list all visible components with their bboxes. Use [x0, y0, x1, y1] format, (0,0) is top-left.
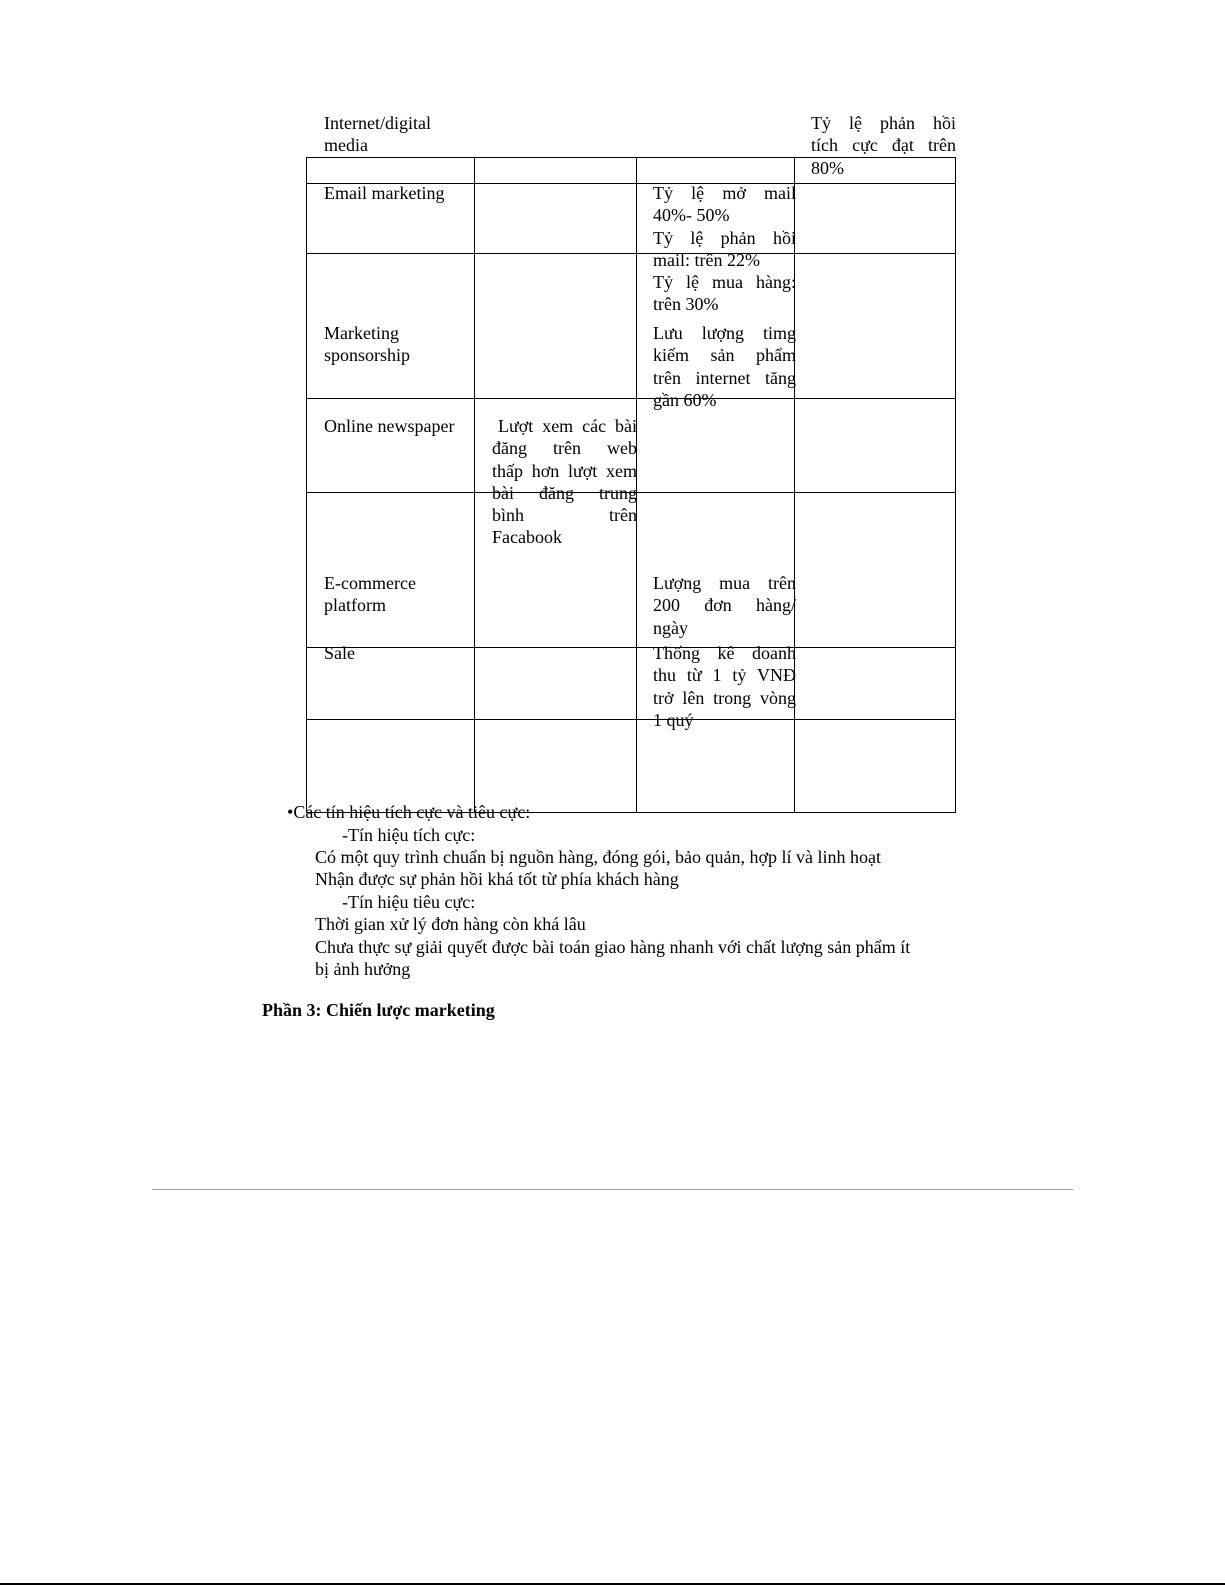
- table-cell-kpi: [653, 572, 796, 639]
- cell-line: Lưu lượng timg: [653, 323, 796, 343]
- table-cell-metric: [492, 415, 637, 549]
- positive-signal-label: -Tín hiệu tích cực:: [342, 825, 476, 845]
- table-cell-channel: [324, 642, 464, 664]
- cell-line: Marketing: [324, 323, 399, 343]
- cell-line: Facabook: [492, 527, 562, 548]
- signals-heading-text: Các tín hiệu tích cực và tiêu cực:: [293, 802, 531, 822]
- cell-line: trên internet tăng: [653, 367, 796, 388]
- cell-line: gần 60%: [653, 389, 717, 410]
- cell-line: trên 30%: [653, 294, 719, 315]
- cell-line: Tỷ lệ mở mail: [653, 183, 796, 203]
- cell-line: trở lên trong vòng: [653, 687, 796, 708]
- cell-line: Internet/digital: [324, 113, 431, 133]
- signals-heading: [287, 801, 530, 823]
- cell-line: Tỷ lệ phản hồi: [811, 113, 956, 133]
- negative-signal-label: -Tín hiệu tiêu cực:: [342, 892, 476, 912]
- table-cell-channel: [324, 572, 464, 617]
- table-cell-channel: [324, 322, 464, 367]
- table-rule: [306, 719, 955, 720]
- section-heading: Phần 3: Chiến lược marketing: [262, 1000, 495, 1020]
- table-rule: [306, 398, 955, 399]
- cell-line: bình trên: [492, 505, 637, 526]
- table-rule: [306, 253, 955, 254]
- positive-signal-item: Nhận được sự phản hồi khá tốt từ phía khách hàng: [315, 869, 679, 889]
- positive-signal-item: Có một quy trình chuẩn bị nguồn hàng, đóng gói, bảo quản, hợp lí và linh hoạt: [315, 847, 881, 867]
- table-cell-channel: [324, 415, 474, 437]
- table-rule: [306, 157, 307, 813]
- cell-line: Lượng mua trên: [653, 573, 796, 593]
- cell-line: sponsorship: [324, 345, 411, 366]
- cell-line: Sale: [324, 643, 355, 663]
- cell-line: Email marketing: [324, 183, 445, 203]
- table-rule: [474, 157, 475, 813]
- table-rule: [955, 157, 956, 813]
- cell-line: kiếm sản phẩm: [653, 345, 796, 366]
- cell-line: Lượt xem các bài: [498, 416, 637, 436]
- cell-line: mail: trên 22%: [653, 249, 760, 270]
- cell-line: bài đăng trung: [492, 482, 637, 503]
- table-cell-kpi: [653, 642, 796, 731]
- cell-line: đăng trên web: [492, 438, 637, 459]
- bullet-icon: •: [287, 802, 294, 822]
- cell-line: 40%- 50%: [653, 205, 730, 226]
- cell-line: ngày: [653, 617, 688, 638]
- negative-signal-item: Chưa thực sự giải quyết được bài toán giao hàng nhanh với chất lượng sản phẩm ít: [315, 937, 911, 957]
- cell-line: 200 đơn hàng/: [653, 595, 796, 616]
- cell-line: Tỷ lệ mua hàng:: [653, 272, 796, 293]
- cell-line: media: [324, 135, 368, 156]
- cell-line: 1 quý: [653, 709, 694, 730]
- cell-line: Tỷ lệ phản hồi: [653, 227, 796, 248]
- negative-signal-item: bị ảnh hưởng: [315, 959, 411, 979]
- cell-line: E-commerce: [324, 573, 416, 593]
- cell-line: Online newspaper: [324, 416, 455, 436]
- cell-line: 80%: [811, 157, 844, 178]
- negative-signal-item: Thời gian xử lý đơn hàng còn khá lâu: [315, 914, 586, 934]
- table-cell-kpi: [653, 182, 796, 316]
- cell-line: Thống kê doanh: [653, 643, 796, 663]
- cell-line: thu từ 1 tỷ VNĐ: [653, 665, 796, 686]
- table-cell-kpi: [811, 112, 956, 179]
- cell-line: thấp hơn lượt xem: [492, 460, 637, 481]
- page-separator: [152, 1189, 1073, 1190]
- cell-line: platform: [324, 595, 386, 616]
- table-cell-channel: [324, 112, 464, 157]
- table-cell-kpi: [653, 322, 796, 411]
- table-cell-channel: [324, 182, 469, 204]
- cell-line: tích cực đạt trên: [811, 135, 956, 156]
